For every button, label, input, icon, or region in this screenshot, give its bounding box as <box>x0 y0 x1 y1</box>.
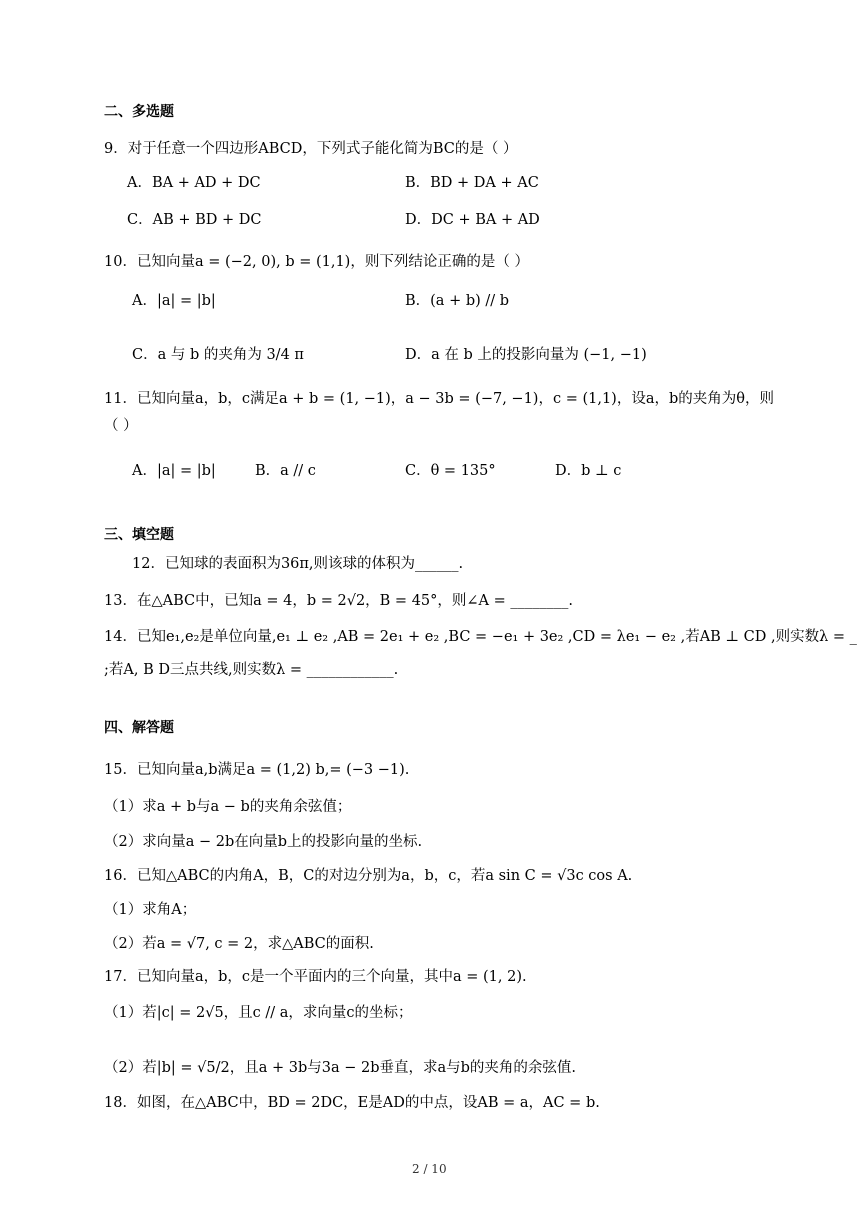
question-11-option-a: A．|a| = |b| <box>132 463 216 479</box>
question-13: 13．在△ABC中，已知a = 4，b = 2√2，B = 45°，则∠A = ________. <box>104 593 573 609</box>
question-10-option-c: C．a 与 b 的夹角为 3/4 π <box>132 347 304 363</box>
question-11-option-c: C．θ = 135° <box>405 463 496 479</box>
question-10-stem: 10．已知向量a = (−2, 0), b = (1,1)，则下列结论正确的是（ ） <box>104 254 529 270</box>
section-title-fill-blank: 三、填空题 <box>104 527 174 543</box>
question-9-option-b: B．BD + DA + AC <box>405 175 539 191</box>
question-11-option-d: D．b ⊥ c <box>555 463 622 479</box>
section-title-answer: 四、解答题 <box>104 720 174 736</box>
question-17-stem: 17．已知向量a，b，c是一个平面内的三个向量，其中a = (1, 2). <box>104 969 527 985</box>
question-14-line-2: ;若A, B D三点共线,则实数λ = ____________. <box>104 662 399 678</box>
question-11-stem-paren: （ ） <box>104 418 138 434</box>
question-10-option-d: D．a 在 b 上的投影向量为 (−1, −1) <box>405 347 647 363</box>
page-number: 2 / 10 <box>412 1162 447 1176</box>
question-18-stem: 18．如图，在△ABC中，BD = 2DC，E是AD的中点，设AB = a，AC = b. <box>104 1095 600 1111</box>
section-title-multiple-choice: 二、多选题 <box>104 104 174 120</box>
question-16-part-2: （2）若a = √7, c = 2，求△ABC的面积. <box>104 936 374 952</box>
question-9-option-a: A．BA + AD + DC <box>127 175 261 191</box>
question-16-part-1: （1）求角A； <box>104 902 197 918</box>
question-9-option-d: D．DC + BA + AD <box>405 212 540 228</box>
question-16-stem: 16．已知△ABC的内角A，B，C的对边分别为a，b，c，若a sin C = √3c cos A. <box>104 868 633 884</box>
question-15-part-1: （1）求a + b与a − b的夹角余弦值； <box>104 799 352 815</box>
question-17-part-1: （1）若|c| = 2√5，且c // a，求向量c的坐标； <box>104 1005 413 1021</box>
question-9-stem: 9．对于任意一个四边形ABCD，下列式子能化简为BC的是（ ） <box>104 141 518 157</box>
question-15-stem: 15．已知向量a,b满足a = (1,2) b,= (−3 −1). <box>104 762 410 778</box>
question-11-stem: 11．已知向量a，b，c满足a + b = (1, −1)，a − 3b = (−7, −1)，c = (1,1)，设a，b的夹角为θ，则 <box>104 391 774 407</box>
question-9-option-c: C．AB + BD + DC <box>127 212 262 228</box>
question-10-option-b: B．(a + b) // b <box>405 293 510 309</box>
question-15-part-2: （2）求向量a − 2b在向量b上的投影向量的坐标. <box>104 834 423 850</box>
question-14-line-1: 14．已知e₁,e₂是单位向量,e₁ ⊥ e₂ ,AB = 2e₁ + e₂ ,BC = −e₁ + 3e₂ ,CD = λe₁ − e₂ ,若AB ⊥ CD ,则实数λ = _ <box>104 629 857 645</box>
question-17-part-2: （2）若|b| = √5/2，且a + 3b与3a − 2b垂直，求a与b的夹角的余弦值. <box>104 1060 577 1076</box>
question-10-option-a: A．|a| = |b| <box>132 293 216 309</box>
question-11-option-b: B．a // c <box>255 463 316 479</box>
question-12: 12．已知球的表面积为36π,则该球的体积为______. <box>132 556 464 572</box>
